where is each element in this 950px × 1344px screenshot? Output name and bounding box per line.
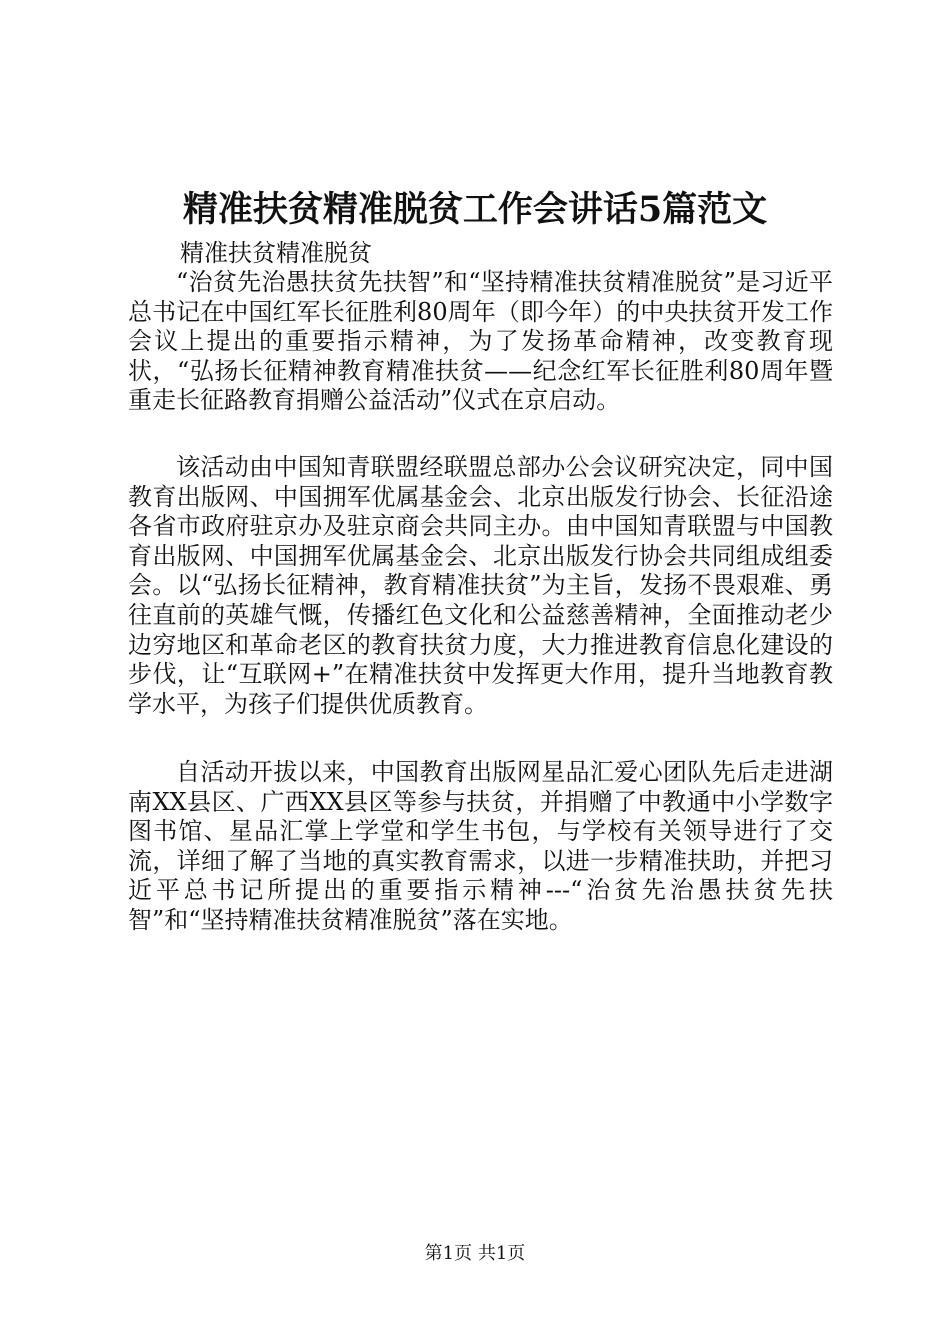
paragraph-3: 自活动开拔以来，中国教育出版网星品汇爱心团队先后走进湖南XX县区、广西XX县区等参与扶贫，并捐赠了中教通中小学数字图书馆、星品汇掌上学堂和学生书包，与学校有关领导进行了交流，详细了解了当地的真实教育需求，以进一步精准扶助，并把习近平总书记所提出的重要指示精神---“治贫先治愚扶贫先扶智”和“坚持精准扶贫精准脱贫”落在实地。 bbox=[128, 758, 833, 934]
document-subtitle: 精准扶贫精准脱贫 bbox=[180, 239, 372, 267]
page-footer: 第1页 共1页 bbox=[424, 1243, 526, 1264]
paragraph-2: 该活动由中国知青联盟经联盟总部办公会议研究决定，同中国教育出版网、中国拥军优属基金会、北京出版发行协会、长征沿途各省市政府驻京办及驻京商会共同主办。由中国知青联盟与中国教育出版网、中国拥军优属基金会、北京出版发行协会共同组成组委会。以“弘扬长征精神，教育精准扶贫”为主旨，发扬不畏艰难、勇往直前的英雄气慨，传播红色文化和公益慈善精神，全面推动老少边穷地区和革命老区的教育扶贫力度，大力推进教育信息化建设的步伐，让“互联网+”在精准扶贫中发挥更大作用，提升当地教育教学水平，为孩子们提供优质教育。 bbox=[128, 453, 833, 718]
paragraph-1: “治贫先治愚扶贫先扶智”和“坚持精准扶贫精准脱贫”是习近平总书记在中国红军长征胜利80周年（即今年）的中央扶贫开发工作会议上提出的重要指示精神，为了发扬革命精神，改变教育现状，“弘扬长征精神教育精准扶贫——纪念红军长征胜利80周年暨重走长征路教育捐赠公益活动”仪式在京启动。 bbox=[128, 268, 833, 415]
document-title: 精准扶贫精准脱贫工作会讲话5篇范文 bbox=[182, 189, 768, 230]
